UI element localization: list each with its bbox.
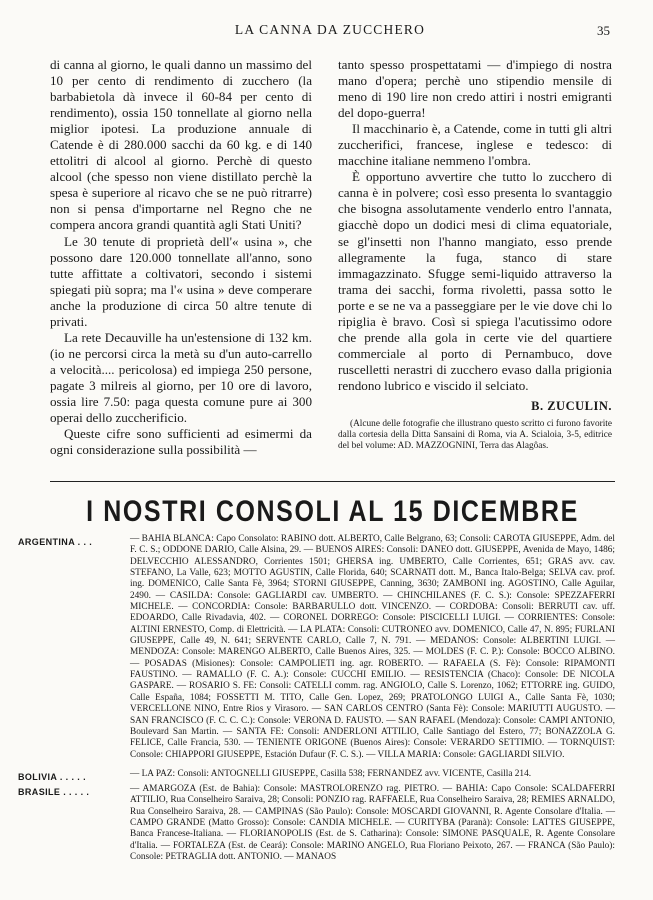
- country-label-bolivia: BOLIVIA . . . . .: [18, 772, 86, 782]
- running-title: LA CANNA DA ZUCCHERO: [234, 22, 426, 37]
- paragraph: La rete Decauville ha un'estensione di 132 km. (io ne percorsi circa la metà su d'un auto-carrello a velocità.... pericolosa) ed impiega 250 persone, pagate 3 milreis al giorno, per 10 ore di lavoro, ossia lire 7.50: paga questa comune pure ai 300 operai dello zuccherificio.: [50, 329, 312, 426]
- section-title: I NOSTRI CONSOLI AL 15 DICEMBRE: [86, 495, 579, 529]
- paragraph: di canna al giorno, le quali danno un massimo del 10 per cento di rendimento di zucchero (la barbabietola dà invece il 60-84 per cento di rendimento), ossia 150 tonnellate al giorno nella miglior ipotesi. La produzione annuale di Catende è di 280.000 sacchi da 60 kg. e di 140 ettolitri di alcool al giorno. Perchè di questo alcool (che spesso non viene distillato perchè la spesa è superiore al ricavo che se ne può ritrarre) non si pensa d'importarne nel Regno che ne compera ancora grandi quantità agli Stati Uniti?: [50, 57, 312, 233]
- country-label-brasile: BRASILE . . . . .: [18, 787, 90, 797]
- article-right-column: [338, 57, 612, 453]
- photo-credit-footnote: (Alcune delle fotografie che illustrano questo scritto ci furono favorite dalla cortesia della Ditta Sansaini di Roma, via A. Scialoia, 3-5, editrice del bel volume: AD. MAZZOGNINI, Terra das Alagôas.: [338, 419, 612, 452]
- paragraph: Il macchinario è, a Catende, come in tutti gli altri zuccherifici, francese, inglese e tedesco: di macchine italiane nemmeno l'ombra.: [338, 121, 612, 169]
- country-label-argentina: ARGENTINA . . .: [18, 537, 93, 547]
- section-divider: [50, 481, 615, 482]
- paragraph: tanto spesso prospettatami — d'impiego di nostra mano d'opera; perchè uno stipendio mensile di meno di 190 lire non credo attiri i nostri emigranti del dopo-guerra!: [338, 57, 612, 121]
- page-header: [50, 22, 610, 42]
- article-left-column: [50, 57, 312, 458]
- author-signature: B. ZUCULIN.: [531, 398, 612, 413]
- consuls-list-brasile: — AMARGOZA (Est. de Bahia): Console: MASTROLORENZO rag. PIETRO. — BAHIA: Capo Console: SCALDAFERRI ATTILIO, Rua Conselheiro Saraiva, 28; Consoli: PONZIO rag. RAFFAELE, Rua Conselheiro Saraiva, 28; REMIES ARNALDO, Rua Conselheiro Saraiva, 28. — CAMPINAS (São Paulo): Console: MOSCARDI GIOVANNI, R. Agente Consolare d'Italia. — CAMPO GRANDE (Matto Grosso): Console: CANDIA MICHELE. — CURITYBA (Paranà): Console: LATTES GIUSEPPE, Banca Francese-Italiana. — FLORIANOPOLIS (Est. de S. Catharina): Console: SIMONE PASQUALE, R. Agente Consolare d'Italia. — FORTALEZA (Est. de Ceará): Console: MARINO ANGELO, Rua Floriano Peixoto, 267. — FRANCA (São Paulo): Console: PETRAGLIA dott. ANTONIO. — MANAOS: [130, 784, 615, 863]
- paragraph: È opportuno avvertire che tutto lo zucchero di canna è in polvere; così esso presenta lo svantaggio che bisogna assolutamente venderlo entro l'annata, giacchè dopo un dodici mesi di clima equatoriale, se gl'insetti non l'hanno mangiato, esso prende allegramente la fuga, stanco di stare immagazzinato. Sfugge semi-liquido attraverso la trama dei sacchi, forma rivoletti, passa sotto le porte e se ne va a passeggiare per le vie dove chi lo ripiglia è bravo. Così si spiega l'acutissimo odore che prende alla gola in certe vie del quartiere commerciale al porto di Pernambuco, dove ruscelletti nerastri di zucchero evaso dalla prigionia rendono lubrico e viscido il selciato.: [338, 169, 612, 393]
- paragraph: Queste cifre sono sufficienti ad esimermi da ogni considerazione sulla possibilità —: [50, 426, 312, 458]
- consuls-list-argentina: — BAHIA BLANCA: Capo Consolato: RABINO dott. ALBERTO, Calle Belgrano, 63; Consoli: CAROTA GIUSEPPE, Adm. del F. C. S.; ODDONE DARIO, Calle Alsina, 29. — BUENOS AIRES: Consoli: DANEO dott. GIUSEPPE, Avenida de Mayo, 1486; DELVECCHIO ALESSANDRO, Corrientes 1501; GHERSA ing. UMBERTO, Calle Corrientes, 651; GRAS avv. cav. STEFANO, La Valle, 623; MOTTO AGUSTIN, Calle Florida, 640; SCARNATI dott. M., Banca Italo-Belga; SELVA cav. prof. ing. DOMENICO, Calle Santa Fè, 3964; STORNI GIUSEPPE, Canning, 3630; ZAMBONI ing. AGOSTINO, Calle Aguilar, 2490. — CASILDA: Console: GAGLIARDI cav. UMBERTO. — CHINCHILANES (F. C. S.): Console: SPEZZAFERRI MICHELE. — CONCORDIA: Console: BARBARULLO dott. VINCENZO. — CORDOBA: Consoli: BERRUTI cav. uff. EDOARDO, Calle Rivadavia, 402. — CORONEL DORREGO: Console: PISCICELLI LUIGI. — CORRIENTES: Console: ALTINI ERNESTO, Comp. di Elettricità. — LA PLATA: Consoli: CUTRONEO avv. DOMENICO, Calle 47, N. 895; FURLANI GIUSEPPE, Calle 49, N. 641; SERVENTE CARLO, Calle 7, N. 791. — MEDANOS: Console: ALBERTINI LUIGI. — MENDOZA: Console: MARENGO ALBERTO, Calle Buenos Aires, 325. — MOLDES (F. C. P.): Console: BOCCO ALBINO. — POSADAS (Misiones): Console: CAMPOLIETI ing. agr. ROBERTO. — RAFAELA (S. Fè): Console: RIPAMONTI FAUSTINO. — RAMALLO (F. C. A.): Console: CUCCHI EMILIO. — RESISTENCIA (Chaco): Console: DE NICOLA GASPARE. — ROSARIO S. FE: Consoli: CATELLI comm. rag. ANGIOLO, Calle S. Lorenzo, 1062; ETTORRE ing. GUIDO, Calle España, 1084; FOSSETTI M. TITO, Calle Gen. Lopez, 269; PRATOLONGO LUIGI A., Calle Santa Fè, 1030; VERCELLONE NINO, Entre Rios y Virasoro. — SAN CARLOS CENTRO (Santa Fè): Console: MARIUTTI AUGUSTO. — SAN FRANCISCO (F. C. C. C.): Console: VERONA D. FAUSTO. — SAN RAFAEL (Mendoza): Console: CAMPI ANTONIO, Boulevard San Martin. — SANTA FE: Consoli: ANDERLONI ATTILIO, Calle Santiago del Estero, 77; BONAZZOLA G. FELICE, Calle Francia, 530. — TENIENTE ORIGONE (Buenos Aires): Console: VERARDO SETTIMIO. — TORNQUIST: Console: CHIAPPORI GIUSEPPE, Estación Dufaur (F. C. S.). — VILLA MARIA: Console: GAGLIARDI SILVIO.: [130, 534, 615, 760]
- consuls-list-bolivia: — LA PAZ: Consoli: ANTOGNELLI GIUSEPPE, Casilla 538; FERNANDEZ avv. VICENTE, Casilla 214.: [130, 769, 532, 779]
- paragraph: Le 30 tenute di proprietà dell'« usina », che possono dare 120.000 tonnellate all'anno, sono tutte affittate a coltivatori, secondo i sistemi spiegati più sopra; ma l'« usina » deve comperare anche la produzione di circa 50 altre tenute di privati.: [50, 233, 312, 329]
- page-number: 35: [597, 23, 610, 38]
